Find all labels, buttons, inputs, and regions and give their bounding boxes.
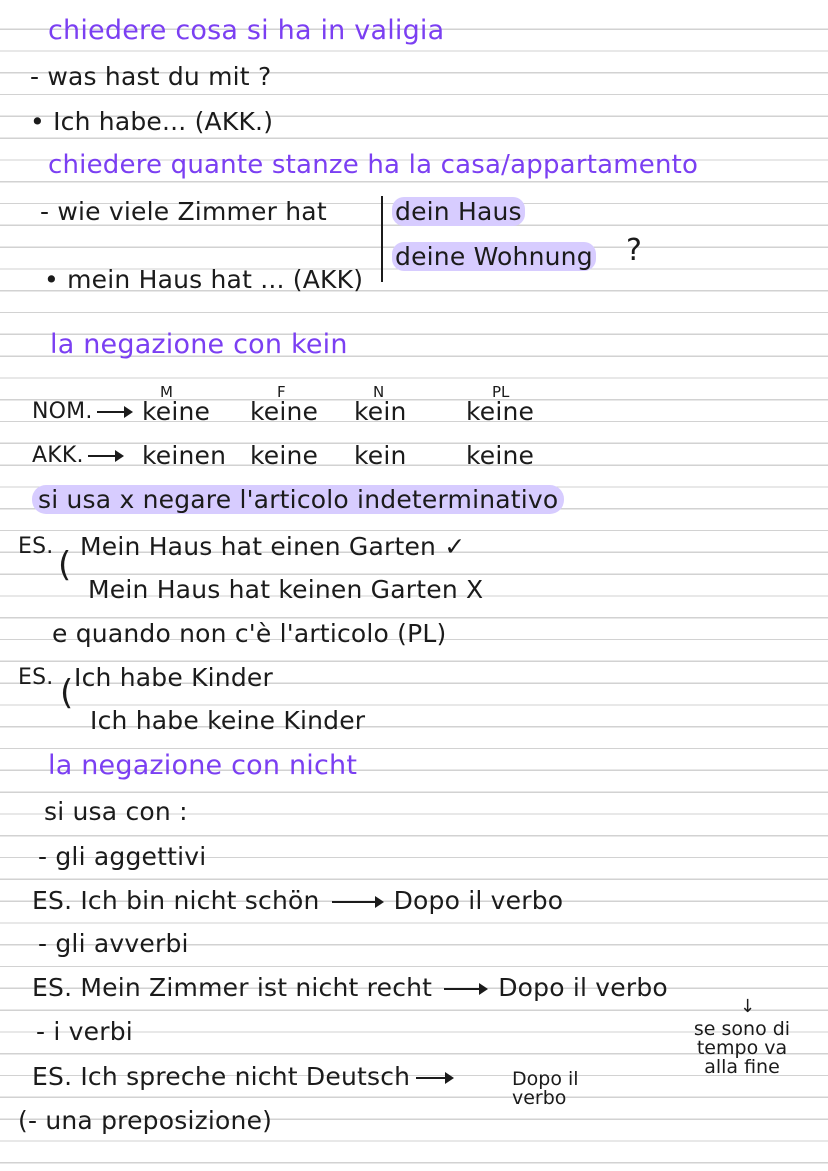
note-aggettivi: Dopo il verbo bbox=[393, 886, 564, 915]
es-label-1: ES. bbox=[18, 534, 54, 559]
example-positive-1: Mein Haus hat einen Garten ✓ bbox=[80, 532, 466, 561]
rule-no-article: e quando non c'è l'articolo (PL) bbox=[52, 619, 447, 648]
item-avverbi: - gli avverbi bbox=[38, 929, 189, 958]
question-was-hast-du: - was hast du mit ? bbox=[30, 62, 272, 91]
brace-icon: ( bbox=[58, 545, 72, 585]
option-divider bbox=[381, 196, 383, 282]
side-note-line2: tempo va bbox=[696, 1037, 788, 1059]
item-verbi: - i verbi bbox=[36, 1017, 133, 1046]
arrow-icon bbox=[88, 455, 122, 457]
nom-label bbox=[32, 397, 135, 427]
nom-pl: keine bbox=[466, 397, 535, 426]
gender-m: M bbox=[160, 383, 173, 401]
option-dein-haus-text: dein Haus bbox=[392, 197, 525, 226]
note-verbi bbox=[512, 1070, 579, 1108]
option-dein-haus bbox=[392, 197, 525, 227]
item-preposizione: (- una preposizione) bbox=[18, 1106, 273, 1135]
rule-kein-text: si usa x negare l'articolo indeterminativo bbox=[32, 485, 564, 514]
rule-kein bbox=[32, 485, 564, 515]
note-verbi-line1: Dopo il bbox=[512, 1068, 579, 1090]
section-title-nicht: la negazione con nicht bbox=[48, 750, 358, 781]
section-title-kein: la negazione con kein bbox=[50, 329, 348, 360]
example-positive-2: Ich habe Kinder bbox=[74, 663, 273, 692]
akk-m: keinen bbox=[142, 441, 227, 470]
side-note-line1: se sono di bbox=[693, 1018, 791, 1040]
question-wie-viele-zimmer: - wie viele Zimmer hat bbox=[40, 197, 327, 226]
answer-mein-haus-hat: • mein Haus hat ... (AKK) bbox=[44, 265, 364, 294]
nom-label-text: NOM. bbox=[32, 399, 93, 424]
example-avverbi-text: ES. Mein Zimmer ist nicht recht bbox=[32, 973, 433, 1002]
example-verbi-text: ES. Ich spreche nicht Deutsch bbox=[32, 1062, 411, 1091]
example-avverbi bbox=[32, 973, 668, 1003]
example-negative-2: Ich habe keine Kinder bbox=[90, 706, 366, 735]
section-title-valigia: chiedere cosa si ha in valigia bbox=[48, 15, 445, 46]
nom-m: keine bbox=[142, 397, 211, 426]
question-mark: ? bbox=[626, 233, 643, 268]
akk-n: kein bbox=[354, 441, 407, 470]
akk-label bbox=[32, 441, 126, 471]
option-deine-wohnung bbox=[392, 242, 596, 272]
section-title-stanze: chiedere quante stanze ha la casa/appartamento bbox=[48, 150, 699, 180]
nicht-intro: si usa con : bbox=[44, 797, 188, 826]
gender-pl: PL bbox=[492, 383, 510, 401]
side-note-line3: alla fine bbox=[704, 1056, 780, 1078]
example-aggettivi bbox=[32, 886, 563, 916]
akk-pl: keine bbox=[466, 441, 535, 470]
example-aggettivi-text: ES. Ich bin nicht schön bbox=[32, 886, 320, 915]
down-arrow-icon: ↓ bbox=[740, 996, 756, 1017]
arrow-icon bbox=[97, 411, 131, 413]
arrow-icon bbox=[332, 901, 382, 903]
item-aggettivi: - gli aggettivi bbox=[38, 842, 207, 871]
answer-ich-habe: • Ich habe... (AKK.) bbox=[30, 107, 274, 136]
side-note-tempo bbox=[672, 1020, 812, 1077]
note-avverbi: Dopo il verbo bbox=[498, 973, 668, 1002]
note-verbi-line2: verbo bbox=[512, 1087, 567, 1109]
nom-f: keine bbox=[250, 397, 319, 426]
akk-f: keine bbox=[250, 441, 319, 470]
option-deine-wohnung-text: deine Wohnung bbox=[392, 242, 596, 271]
gender-f: F bbox=[277, 383, 286, 401]
example-negative-1: Mein Haus hat keinen Garten X bbox=[88, 575, 484, 604]
arrow-icon bbox=[444, 988, 486, 990]
example-verbi bbox=[32, 1062, 458, 1092]
nom-n: kein bbox=[354, 397, 407, 426]
arrow-icon bbox=[416, 1077, 452, 1079]
akk-label-text: AKK. bbox=[32, 443, 84, 468]
brace-icon: ( bbox=[60, 673, 74, 713]
gender-n: N bbox=[373, 383, 385, 401]
es-label-2: ES. bbox=[18, 665, 54, 690]
